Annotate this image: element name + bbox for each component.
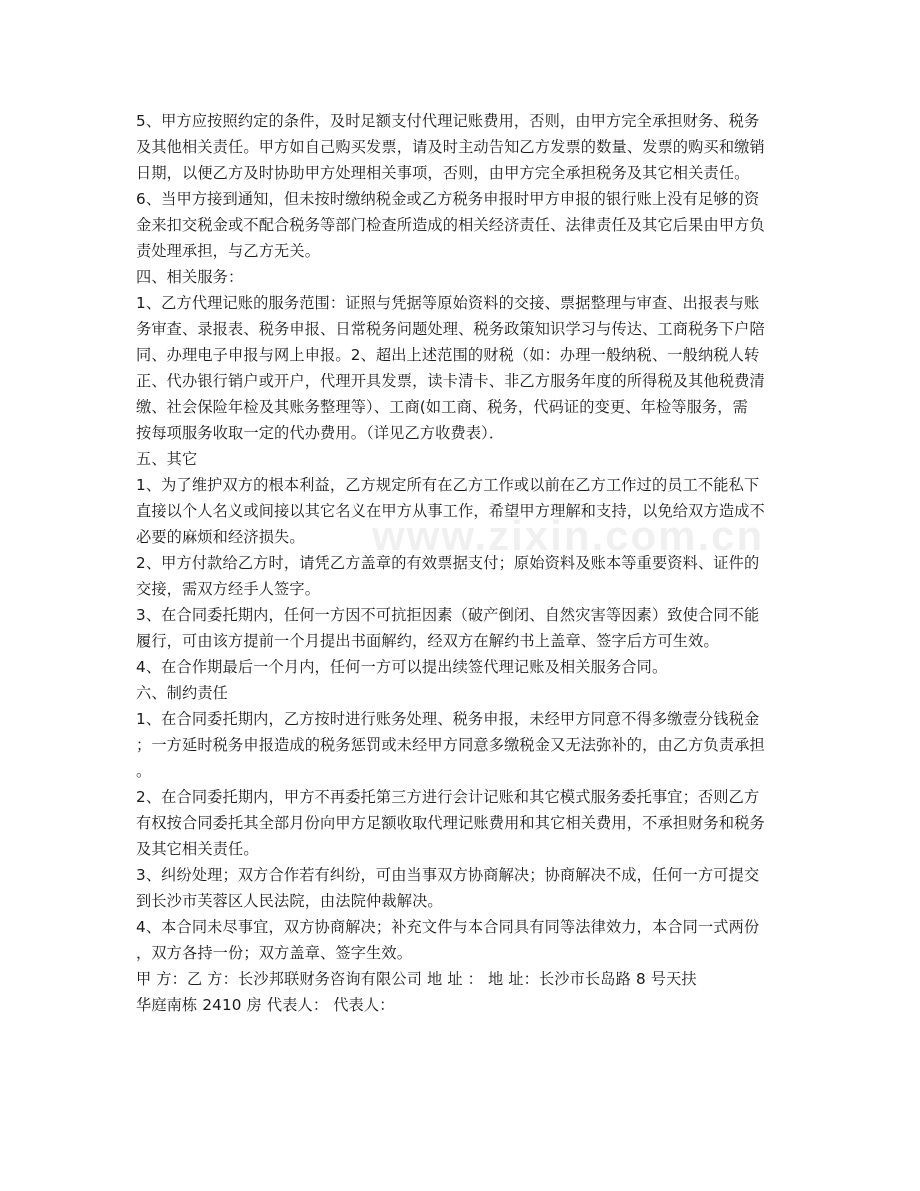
text-line: 到长沙市芙蓉区人民法院，由法院仲裁解决。 [136,892,443,910]
text-line: 1、在合同委托期内，乙方按时进行账务处理、税务申报，未经甲方同意不得多缴壹分钱税金 [136,710,760,728]
text-line: 6、当甲方接到通知，但未按时缴纳税金或乙方税务申报时甲方申报的银行账上没有足够的资 [136,190,760,208]
text-line: 交接，需双方经手人签字。 [136,580,321,598]
text-line: 5、甲方应按照约定的条件，及时足额支付代理记账费用，否则，由甲方完全承担财务、税务 [136,112,760,130]
text-line: 务审查、录报表、税务申报、日常税务问题处理、税务政策知识学习与传达、工商税务下户陪 [136,320,765,338]
text-line: 金来扣交税金或不配合税务等部门检查所造成的相关经济责任、法律责任及其它后果由甲方负 [136,216,765,234]
section-heading: 五、其它 [136,450,198,468]
text-line: 日期，以便乙方及时协助甲方处理相关事项，否则，由甲方完全承担税务及其它相关责任。 [136,164,750,182]
text-line: 责处理承担，与乙方无关。 [136,242,321,260]
text-line: ，双方各持一份；双方盖章、签字生效。 [136,944,413,962]
signature-line: 华庭南栋 2410 房 代表人： 代表人： [136,996,395,1014]
text-line: 正、代办银行销户或开户，代理开具发票，读卡清卡、非乙方服务年度的所得税及其他税费清 [136,372,765,390]
text-line: 1、为了维护双方的根本利益，乙方规定所有在乙方工作或以前在乙方工作过的员工不能私下 [136,476,760,494]
signature-line: 甲 方：乙 方：长沙邦联财务咨询有限公司 地 址 ： 地 址：长沙市长岛路 8 号天扶 [136,970,697,988]
document-body [136,108,784,1018]
text-line: 3、在合同委托期内，任何一方因不可抗拒因素（破产倒闭、自然灾害等因素）致使合同不能 [136,606,760,624]
text-line: 有权按合同委托其全部月份向甲方足额收取代理记账费用和其它相关费用，不承担财务和税务 [136,814,765,832]
watermark: www.zixin.com.cn [372,512,765,559]
text-line: 按每项服务收取一定的代办费用。（详见乙方收费表）． [136,424,505,442]
text-line: 同、办理电子申报与网上申报。2、超出上述范围的财税（如：办理一般纳税、一般纳税人转 [136,346,760,364]
text-line: 1、乙方代理记账的服务范围：证照与凭据等原始资料的交接、票据整理与审查、出报表与账 [136,294,760,312]
text-line: ；一方延时税务申报造成的税务惩罚或未经甲方同意多缴税金又无法弥补的，由乙方负责承担 [136,736,765,754]
text-line: 4、在合作期最后一个月内，任何一方可以提出续签代理记账及相关服务合同。 [136,658,668,676]
text-line: 缴、社会保险年检及其账务整理等）、工商(如工商、税务，代码证的变更、年检等服务，需 [136,398,748,416]
text-line: 。 [136,762,152,780]
text-line: 2、甲方付款给乙方时，请凭乙方盖章的有效票据支付；原始资料及账本等重要资料、证件的 [136,554,760,572]
text-line: 履行，可由该方提前一个月提出书面解约，经双方在解约书上盖章、签字后方可生效。 [136,632,719,650]
section-heading: 六、制约责任 [136,684,229,702]
text-line: 直接以个人名义或间接以其它名义在甲方从事工作，希望甲方理解和支持，以免给双方造成不 [136,502,765,520]
text-line: 及其它相关责任。 [136,840,259,858]
text-line: 3、纠纷处理；双方合作若有纠纷，可由当事双方协商解决；协商解决不成，任何一方可提交 [136,866,760,884]
section-heading: 四、相关服务： [136,268,244,286]
text-line: 2、在合同委托期内，甲方不再委托第三方进行会计记账和其它模式服务委托事宜；否则乙方 [136,788,760,806]
text-line: 4、本合同未尽事宜，双方协商解决；补充文件与本合同具有同等法律效力，本合同一式两份 [136,918,760,936]
text-line: 及其他相关责任。甲方如自己购买发票，请及时主动告知乙方发票的数量、发票的购买和缴销 [136,138,765,156]
text-line: 必要的麻烦和经济损失。 [136,528,305,546]
